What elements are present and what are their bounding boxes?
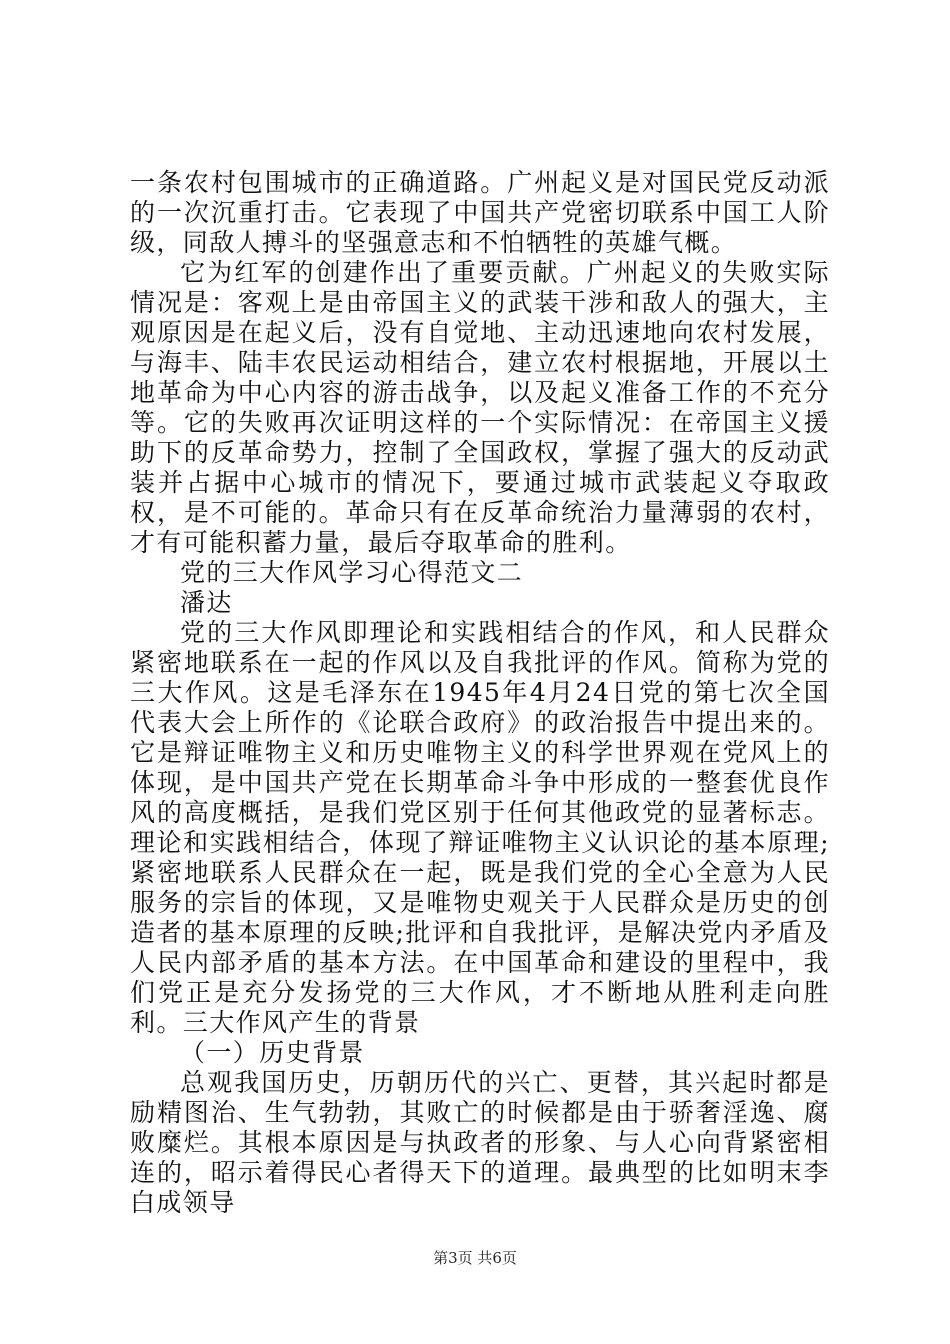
section-title: 党的三大作风学习心得范文二 [180,558,524,587]
subsection-title-historical-background: （一）历史背景 [180,1038,365,1067]
paragraph-guangzhou-uprising-failure: 它为红军的创建作出了重要贡献。广州起义的失败实际情况是：客观上是由帝国主义的武装干涉和敌人的强大，主观原因是在起义后，没有自觉地、主动迅速地向农村发展，与海丰、陆丰农民运动相结合，建立农村根据地，开展以土地革命为中心内容的游击战争，以及起义准备工作的不充分等。它的失败再次证明这样的一个实际情况：在帝国主义援助下的反革命势力，控制了全国政权，掌握了强大的反动武装并占据中心城市的情况下，要通过城市武装起义夺取政权，是不可能的。革命只有在反革命统治力量薄弱的农村，才有可能积蓄力量，最后夺取革命的胜利。 [130,258,830,557]
paragraph-three-styles-intro: 党的三大作风即理论和实践相结合的作风，和人民群众紧密地联系在一起的作风以及自我批评的作风。简称为党的三大作风。这是毛泽东在1945年4月24日党的第七次全国代表大会上所作的《论联合政府》的政治报告中提出来的。它是辩证唯物主义和历史唯物主义的科学世界观在党风上的体现，是中国共产党在长期革命斗争中形成的一整套优良作风的高度概括，是我们党区别于任何其他政党的显著标志。理论和实践相结合，体现了辩证唯物主义认识论的基本原理;紧密地联系人民群众在一起，既是我们党的全心全意为人民服务的宗旨的体现，又是唯物史观关于人民群众是历史的创造者的基本原理的反映;批评和自我批评，是解决党内矛盾及人民内部矛盾的基本方法。在中国革命和建设的里程中，我们党正是充分发扬党的三大作风，才不断地从胜利走向胜利。三大作风产生的背景 [130,618,830,1037]
page-number-footer: 第3页 共6页 [433,1249,517,1267]
author-name: 潘达 [180,588,233,617]
paragraph-guangzhou-uprising-significance: 一条农村包围城市的正确道路。广州起义是对国民党反动派的一次沉重打击。它表现了中国共产党密切联系中国工人阶级，同敌人搏斗的坚强意志和不怕牺牲的英雄气概。 [130,168,830,257]
document-body [130,168,830,1218]
paragraph-historical-background: 总观我国历史，历朝历代的兴亡、更替，其兴起时都是励精图治、生气勃勃，其败亡的时候都是由于骄奢淫逸、腐败糜烂。其根本原因是与执政者的形象、与人心向背紧密相连的，昭示着得民心者得天下的道理。最典型的比如明末李白成领导 [130,1068,830,1217]
